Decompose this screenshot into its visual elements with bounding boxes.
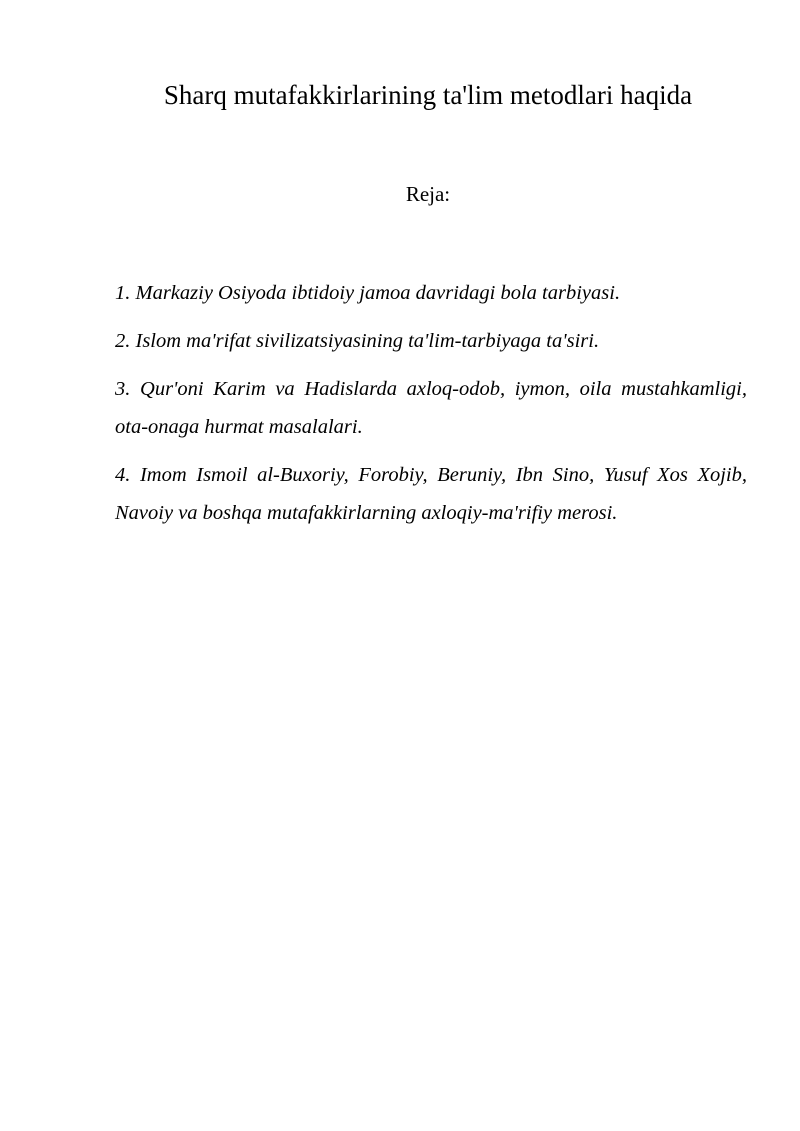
plan-list bbox=[115, 274, 747, 542]
plan-item: 2. Islom ma'rifat sivilizatsiyasining ta'lim-tarbiyaga ta'siri. bbox=[115, 330, 600, 352]
plan-heading: Reja: bbox=[405, 182, 451, 206]
plan-item: 4. Imom Ismoil al-Buxoriy, Forobiy, Beruniy, Ibn Sino, Yusuf Xos Xojib, Navoiy va boshqa mutafakkirlarning axloqiy-ma'rifiy merosi. bbox=[115, 464, 747, 524]
plan-item: 1. Markaziy Osiyoda ibtidoiy jamoa davridagi bola tarbiyasi. bbox=[115, 282, 621, 304]
document-title: Sharq mutafakkirlarining ta'lim metodlari haqida bbox=[163, 80, 693, 110]
plan-item: 3. Qur'oni Karim va Hadislarda axloq-odob, iymon, oila mustahkamligi, ota-onaga hurmat masalalari. bbox=[115, 378, 747, 438]
